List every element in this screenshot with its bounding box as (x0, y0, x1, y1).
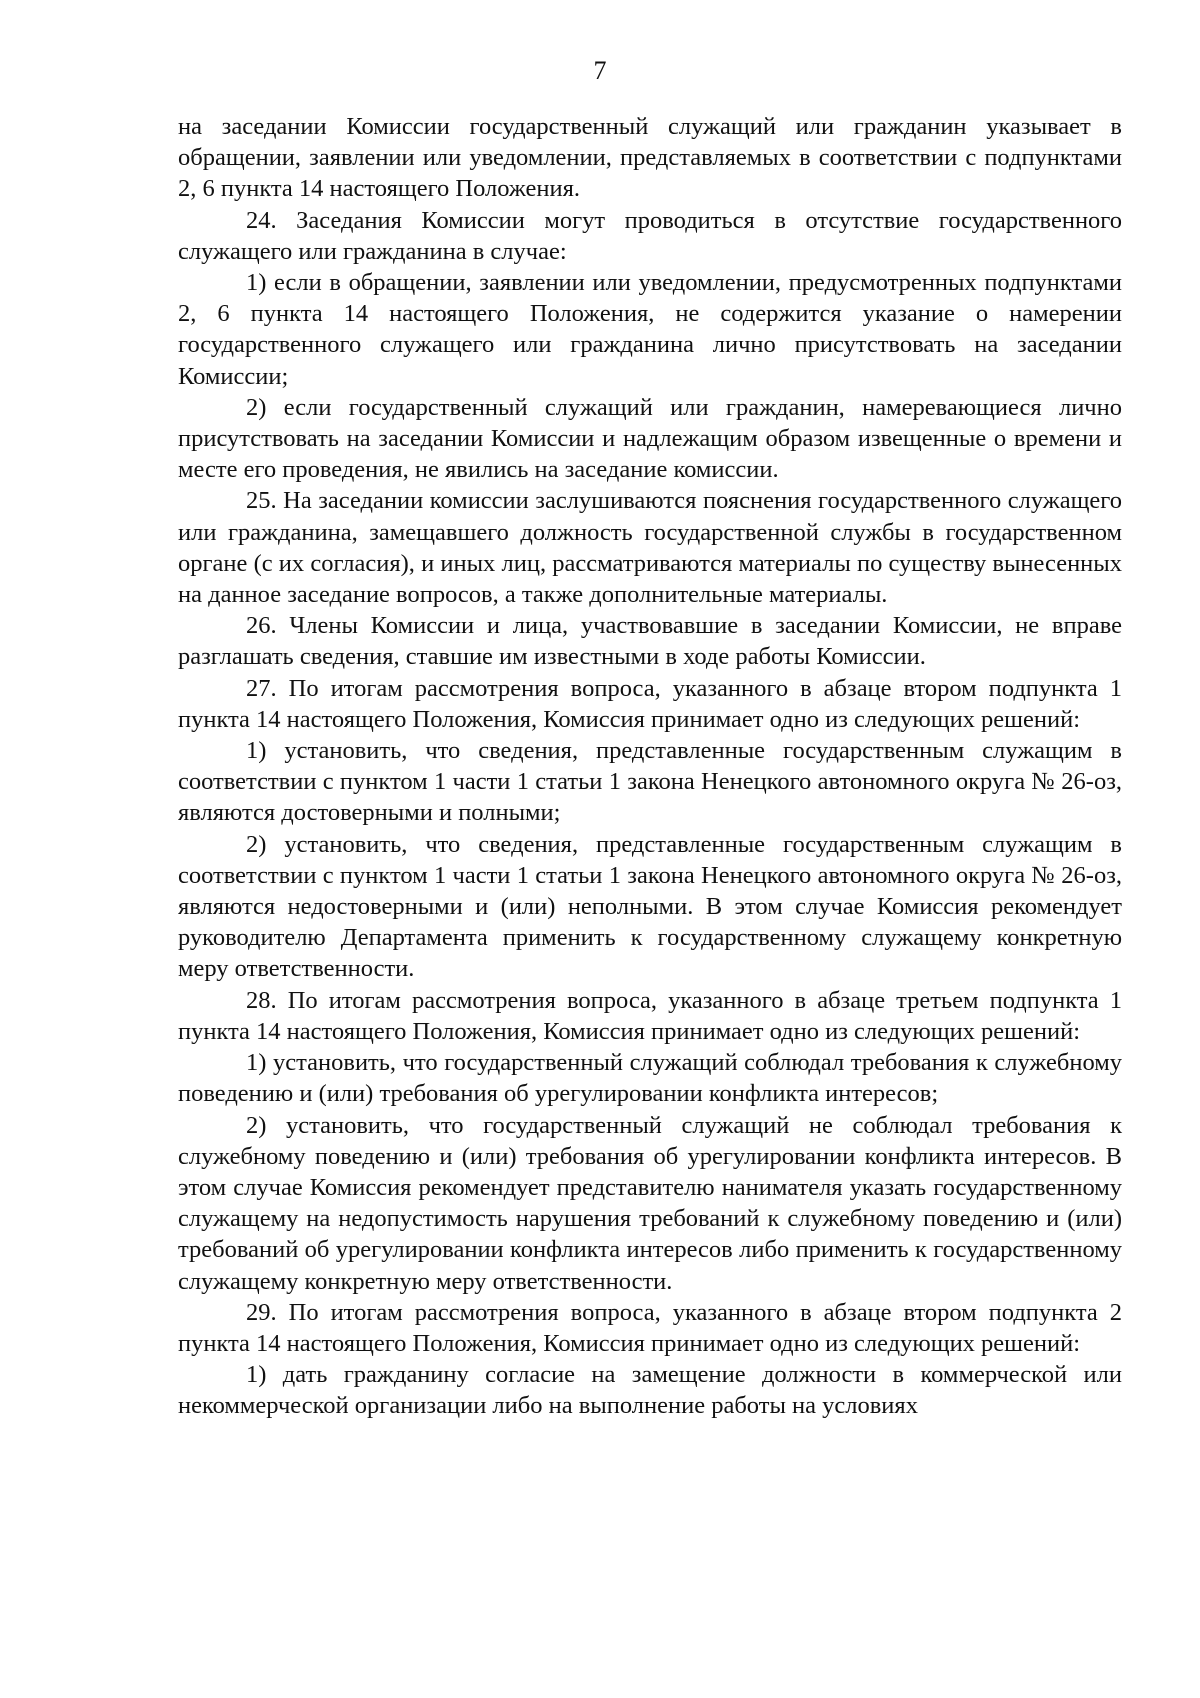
document-body (178, 111, 1122, 1422)
paragraph-24-item-1: 1) если в обращении, заявлении или уведомлении, предусмотренных подпунктами 2, 6 пункта 14 настоящего Положения, не содержится указание о намерении государственного служащего или гражданина лично присутствовать на заседании Комиссии; (178, 269, 1122, 390)
paragraph-28-item-2: 2) установить, что государственный служащий не соблюдал требования к служебному поведению и (или) требования об урегулировании конфликта интересов. В этом случае Комиссия рекомендует представителю нанимателя указать государственному служащему на недопустимость нарушения требований к служебному поведению и (или) требований об урегулировании конфликта интересов либо применить к государственному служащему конкретную меру ответственности. (178, 1111, 1122, 1295)
paragraph-25: 25. На заседании комиссии заслушиваются пояснения государственного служащего или гражданина, замещавшего должность государственной службы в государственном органе (с их согласия), и иных лиц, рассматриваются материалы по существу вынесенных на данное заседание вопросов, а также дополнительные материалы. (178, 487, 1122, 609)
paragraph-26: 26. Члены Комиссии и лица, участвовавшие в заседании Комиссии, не вправе разглашать сведения, ставшие им известными в ходе работы Комиссии. (178, 612, 1122, 671)
paragraph-29-item-1: 1) дать гражданину согласие на замещение должности в коммерческой или некоммерческой организации либо на выполнение работы на условиях (178, 1361, 1122, 1420)
paragraph-29: 29. По итогам рассмотрения вопроса, указанного в абзаце втором подпункта 2 пункта 14 настоящего Положения, Комиссия принимает одно из следующих решений: (178, 1298, 1122, 1357)
paragraph-27-item-1: 1) установить, что сведения, представленные государственным служащим в соответствии с пунктом 1 части 1 статьи 1 закона Ненецкого автономного округа № 26-оз, являются достоверными и полными; (178, 737, 1122, 827)
paragraph-27-item-2: 2) установить, что сведения, представленные государственным служащим в соответствии с пунктом 1 части 1 статьи 1 закона Ненецкого автономного округа № 26-оз, являются недостоверными и (или) неполными. В этом случае Комиссия рекомендует руководителю Департамента применить к государственному служащему конкретную меру ответственности. (178, 830, 1122, 983)
paragraph-24: 24. Заседания Комиссии могут проводиться в отсутствие государственного служащего или гражданина в случае: (178, 206, 1122, 265)
paragraph-continuation: на заседании Комиссии государственный служащий или гражданин указывает в обращении, заявлении или уведомлении, представляемых в соответствии с подпунктами 2, 6 пункта 14 настоящего Положения. (178, 113, 1122, 203)
paragraph-24-item-2: 2) если государственный служащий или гражданин, намеревающиеся лично присутствовать на заседании Комиссии и надлежащим образом извещенные о времени и месте его проведения, не явились на заседание комиссии. (178, 393, 1122, 484)
paragraph-28: 28. По итогам рассмотрения вопроса, указанного в абзаце третьем подпункта 1 пункта 14 настоящего Положения, Комиссия принимает одно из следующих решений: (178, 986, 1122, 1045)
page-number: 7 (593, 56, 607, 85)
paragraph-28-item-1: 1) установить, что государственный служащий соблюдал требования к служебному поведению и (или) требования об урегулировании конфликта интересов; (178, 1049, 1122, 1108)
paragraph-27: 27. По итогам рассмотрения вопроса, указанного в абзаце втором подпункта 1 пункта 14 настоящего Положения, Комиссия принимает одно из следующих решений: (178, 674, 1122, 733)
